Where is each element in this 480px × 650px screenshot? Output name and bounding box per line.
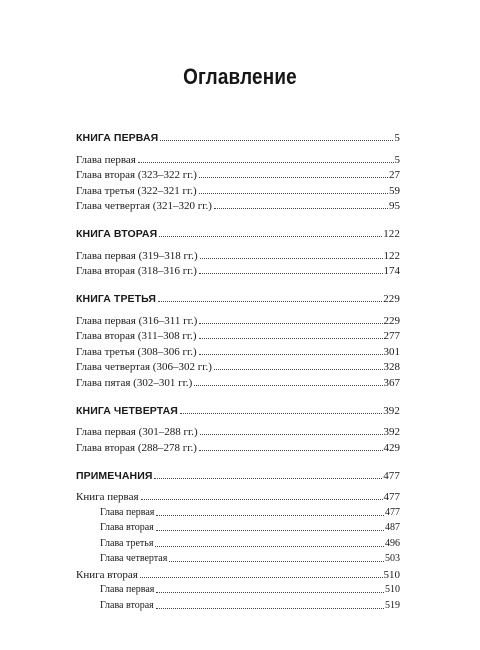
- toc-notes-group[interactable]: [76, 566, 400, 582]
- toc-entry[interactable]: [76, 359, 400, 375]
- leader-dots: [138, 162, 394, 163]
- toc-heading[interactable]: [76, 129, 400, 145]
- toc-entry[interactable]: [76, 328, 400, 344]
- leader-dots: [214, 369, 383, 370]
- toc-entry[interactable]: [76, 439, 400, 455]
- toc-page-number: 229: [383, 314, 400, 327]
- toc-page-number: 429: [383, 441, 400, 454]
- toc-entry-label: Глава четвертая (306–302 гг.): [76, 361, 212, 373]
- toc-page-number: 477: [383, 469, 400, 482]
- toc-entry-label: Глава вторая (323–322 гг.): [76, 169, 197, 181]
- toc-entry[interactable]: [76, 182, 400, 198]
- leader-dots: [156, 530, 384, 531]
- toc-entry[interactable]: [76, 151, 400, 167]
- toc-entry-label: Глава первая (301–288 гг.): [76, 426, 198, 438]
- toc-entry-label: Глава четвертая (321–320 гг.): [76, 200, 212, 212]
- toc-section-notes: [76, 467, 400, 613]
- toc-section-book-2: [76, 225, 400, 278]
- toc-entry-label: Глава вторая (288–278 гг.): [76, 441, 197, 454]
- toc-section-book-4: [76, 402, 400, 455]
- toc-heading-label: КНИГА ВТОРАЯ: [76, 228, 158, 240]
- toc-page-number: 122: [383, 228, 400, 240]
- page-title: Оглавление: [183, 64, 297, 89]
- toc-heading-label: КНИГА ПЕРВАЯ: [76, 132, 159, 144]
- toc-entry-label: Глава первая (319–318 гг.): [76, 249, 198, 262]
- toc-page-number: 122: [383, 249, 400, 262]
- leader-dots: [200, 258, 383, 259]
- section-spacer: [76, 213, 400, 225]
- leader-dots: [159, 236, 382, 237]
- toc-page-number: 367: [383, 376, 400, 389]
- toc-entry[interactable]: [76, 312, 400, 328]
- toc-sub-entry[interactable]: [76, 551, 400, 567]
- toc-entry-label: Глава первая: [76, 153, 136, 166]
- toc-entry-label: Глава вторая: [100, 599, 154, 611]
- toc-page-number: 477: [385, 506, 400, 518]
- toc-entry-label: Книга вторая: [76, 568, 138, 581]
- toc-entry-label: Глава вторая (311–308 гг.): [76, 330, 197, 342]
- toc-page-number: 487: [385, 522, 400, 533]
- toc-heading[interactable]: [76, 402, 400, 418]
- toc-heading-label: КНИГА ЧЕТВЕРТАЯ: [76, 404, 178, 417]
- toc-section-book-3: [76, 290, 400, 390]
- toc-sub-entry[interactable]: [76, 520, 400, 536]
- toc-section-book-1: [76, 129, 400, 213]
- toc-page-number: 301: [383, 345, 400, 358]
- leader-dots: [199, 323, 382, 324]
- toc-page-number: 277: [383, 330, 400, 342]
- leader-dots: [155, 546, 384, 547]
- toc-page-number: 510: [385, 584, 400, 595]
- toc-page-number: 510: [383, 568, 400, 581]
- toc-heading[interactable]: [76, 290, 400, 306]
- toc-entry[interactable]: [76, 167, 400, 183]
- leader-dots: [141, 499, 383, 500]
- leader-dots: [199, 450, 383, 451]
- toc-entry-label: Глава третья: [100, 537, 154, 549]
- toc-page-number: 328: [383, 361, 400, 373]
- leader-dots: [160, 140, 393, 141]
- toc-heading[interactable]: [76, 467, 400, 483]
- toc-page-number: 477: [383, 491, 400, 503]
- leader-dots: [199, 338, 383, 339]
- leader-dots: [199, 193, 388, 194]
- toc-entry-label: Глава первая (316–311 гг.): [76, 314, 198, 327]
- toc-page-number: 503: [385, 553, 400, 564]
- section-spacer: [76, 278, 400, 290]
- toc-page-number: 519: [385, 599, 400, 611]
- toc-page-number: 95: [389, 200, 400, 212]
- toc-entry[interactable]: [76, 374, 400, 390]
- toc-entry-label: Глава первая: [100, 506, 155, 518]
- table-of-contents: [76, 129, 400, 613]
- leader-dots: [140, 577, 383, 578]
- section-spacer: [76, 390, 400, 402]
- toc-heading-label: ПРИМЕЧАНИЯ: [76, 469, 153, 482]
- toc-heading-label: КНИГА ТРЕТЬЯ: [76, 293, 157, 305]
- toc-entry-label: Глава третья (308–306 гг.): [76, 345, 197, 358]
- toc-page-number: 392: [383, 404, 400, 417]
- leader-dots: [156, 515, 384, 516]
- toc-entry-label: Глава пятая (302–301 гг.): [76, 376, 193, 389]
- toc-sub-entry[interactable]: [76, 582, 400, 598]
- toc-page-number: 5: [394, 153, 400, 166]
- leader-dots: [200, 434, 383, 435]
- toc-entry-label: Глава третья (322–321 гг.): [76, 184, 197, 197]
- toc-sub-entry[interactable]: [76, 535, 400, 551]
- leader-dots: [180, 413, 382, 414]
- toc-page-number: 174: [383, 265, 400, 277]
- toc-entry[interactable]: [76, 247, 400, 263]
- toc-entry[interactable]: [76, 263, 400, 279]
- leader-dots: [169, 561, 384, 562]
- toc-page-number: 392: [383, 426, 400, 438]
- toc-notes-group[interactable]: [76, 489, 400, 505]
- toc-entry-label: Глава вторая: [100, 522, 154, 533]
- toc-entry[interactable]: [76, 198, 400, 214]
- leader-dots: [154, 478, 382, 479]
- leader-dots: [194, 385, 382, 386]
- toc-page-number: 229: [383, 293, 400, 305]
- leader-dots: [199, 354, 383, 355]
- leader-dots: [156, 592, 384, 593]
- toc-entry-label: Глава вторая (318–316 гг.): [76, 265, 197, 277]
- toc-entry-label: Глава четвертая: [100, 553, 168, 564]
- leader-dots: [199, 177, 388, 178]
- toc-page-number: 5: [394, 132, 400, 144]
- toc-page-number: 496: [385, 537, 400, 549]
- toc-page-number: 27: [389, 169, 400, 181]
- toc-entry-label: Глава первая: [100, 584, 155, 595]
- leader-dots: [158, 301, 382, 302]
- toc-entry-label: Книга первая: [76, 491, 139, 503]
- leader-dots: [214, 208, 388, 209]
- toc-entry[interactable]: [76, 424, 400, 440]
- toc-sub-entry[interactable]: [76, 597, 400, 613]
- toc-entry[interactable]: [76, 343, 400, 359]
- leader-dots: [199, 273, 383, 274]
- toc-sub-entry[interactable]: [76, 504, 400, 520]
- toc-heading[interactable]: [76, 225, 400, 241]
- section-spacer: [76, 455, 400, 467]
- toc-page-number: 59: [389, 184, 400, 197]
- leader-dots: [156, 608, 384, 609]
